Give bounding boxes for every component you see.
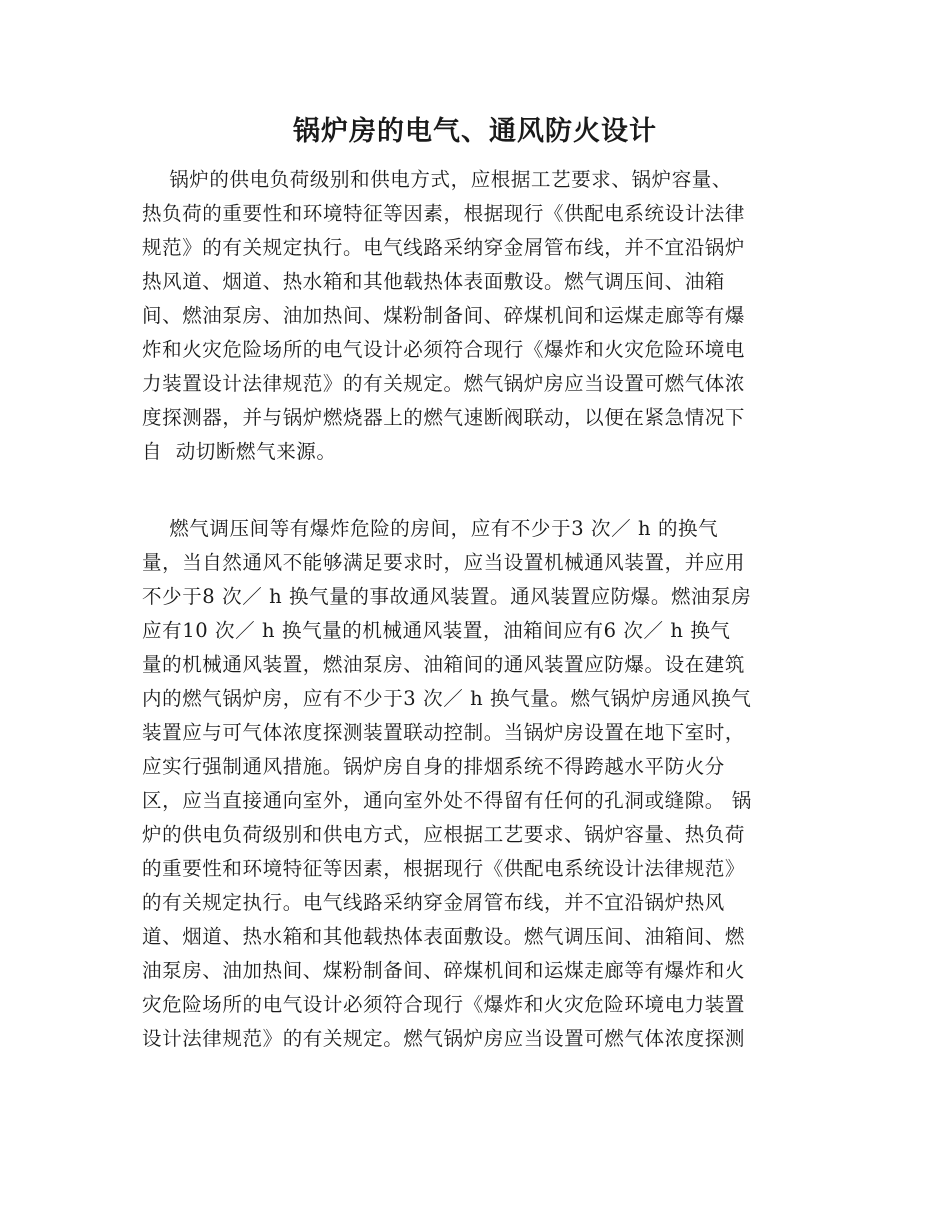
paragraph-line: 的有关规定执行。电气线路采纳穿金屑管布线，并不宜沿锅炉热风 (142, 891, 725, 914)
paragraph-line: 量的机械通风装置，燃油泵房、油箱间的通风装置应防爆。设在建筑 (142, 653, 746, 676)
paragraph-line: 炸和火灾危险场所的电气设计必须符合现行《爆炸和火灾危险环境电 (142, 338, 746, 361)
paragraph-line: 间、燃油泵房、油加热间、煤粉制备间、碎煤机间和运煤走廊等有爆 (142, 304, 746, 327)
paragraph-line: 量，当自然通风不能够满足要求时，应当设置机械通风装置，并应用 (142, 551, 746, 574)
paragraph-line: 油泵房、油加热间、煤粉制备间、碎煤机间和运煤走廊等有爆炸和火 (142, 959, 746, 982)
paragraph-1 (142, 163, 810, 469)
paragraph-line: 燃气调压间等有爆炸危险的房间，应有不少于3 次／ h 的换气 (142, 517, 719, 540)
paragraph-line: 道、烟道、热水箱和其他载热体表面敷设。燃气调压间、油箱间、燃 (142, 925, 746, 948)
document-title: 锅炉房的电气、通风防火设计 (293, 116, 657, 147)
paragraph-line: 设计法律规范》的有关规定。燃气锅炉房应当设置可燃气体浓度探测 (142, 1027, 746, 1050)
paragraph-line: 热负荷的重要性和环境特征等因素，根据现行《供配电系统设计法律 (142, 202, 746, 225)
paragraph-line: 装置应与可气体浓度探测装置联动控制。当锅炉房设置在地下室时， (142, 721, 746, 744)
paragraph-line: 炉的供电负荷级别和供电方式，应根据工艺要求、锅炉容量、热负荷 (142, 823, 746, 846)
paragraph-line: 的重要性和环境特征等因素，根据现行《供配电系统设计法律规范》 (142, 857, 746, 880)
paragraph-line: 区，应当直接通向室外，通向室外处不得留有任何的孔洞或缝隙。 锅 (142, 789, 752, 812)
paragraph-line: 自 动切断燃气来源。 (142, 440, 337, 463)
paragraph-line: 内的燃气锅炉房，应有不少于3 次／ h 换气量。燃气锅炉房通风换气 (142, 687, 752, 710)
paragraph-line: 力装置设计法律规范》的有关规定。燃气锅炉房应当设置可燃气体浓 (142, 372, 746, 395)
paragraph-2 (142, 512, 810, 1056)
paragraph-line: 热风道、烟道、热水箱和其他载热体表面敷设。燃气调压间、油箱 (142, 270, 725, 293)
paragraph-line: 应实行强制通风措施。锅炉房自身的排烟系统不得跨越水平防火分 (142, 755, 725, 778)
paragraph-line: 度探测器，并与锅炉燃烧器上的燃气速断阀联动，以便在紧急情况下 (142, 406, 746, 429)
paragraph-line: 规范》的有关规定执行。电气线路采纳穿金屑管布线，并不宜沿锅炉 (142, 236, 746, 259)
paragraph-line: 灾危险场所的电气设计必须符合现行《爆炸和火灾危险环境电力装置 (142, 993, 746, 1016)
paragraph-line: 锅炉的供电负荷级别和供电方式，应根据工艺要求、锅炉容量、 (142, 168, 732, 191)
paragraph-line: 应有10 次／ h 换气量的机械通风装置，油箱间应有6 次／ h 换气 (142, 619, 731, 642)
paragraph-line: 不少于8 次／ h 换气量的事故通风装置。通风装置应防爆。燃油泵房 (142, 585, 752, 608)
